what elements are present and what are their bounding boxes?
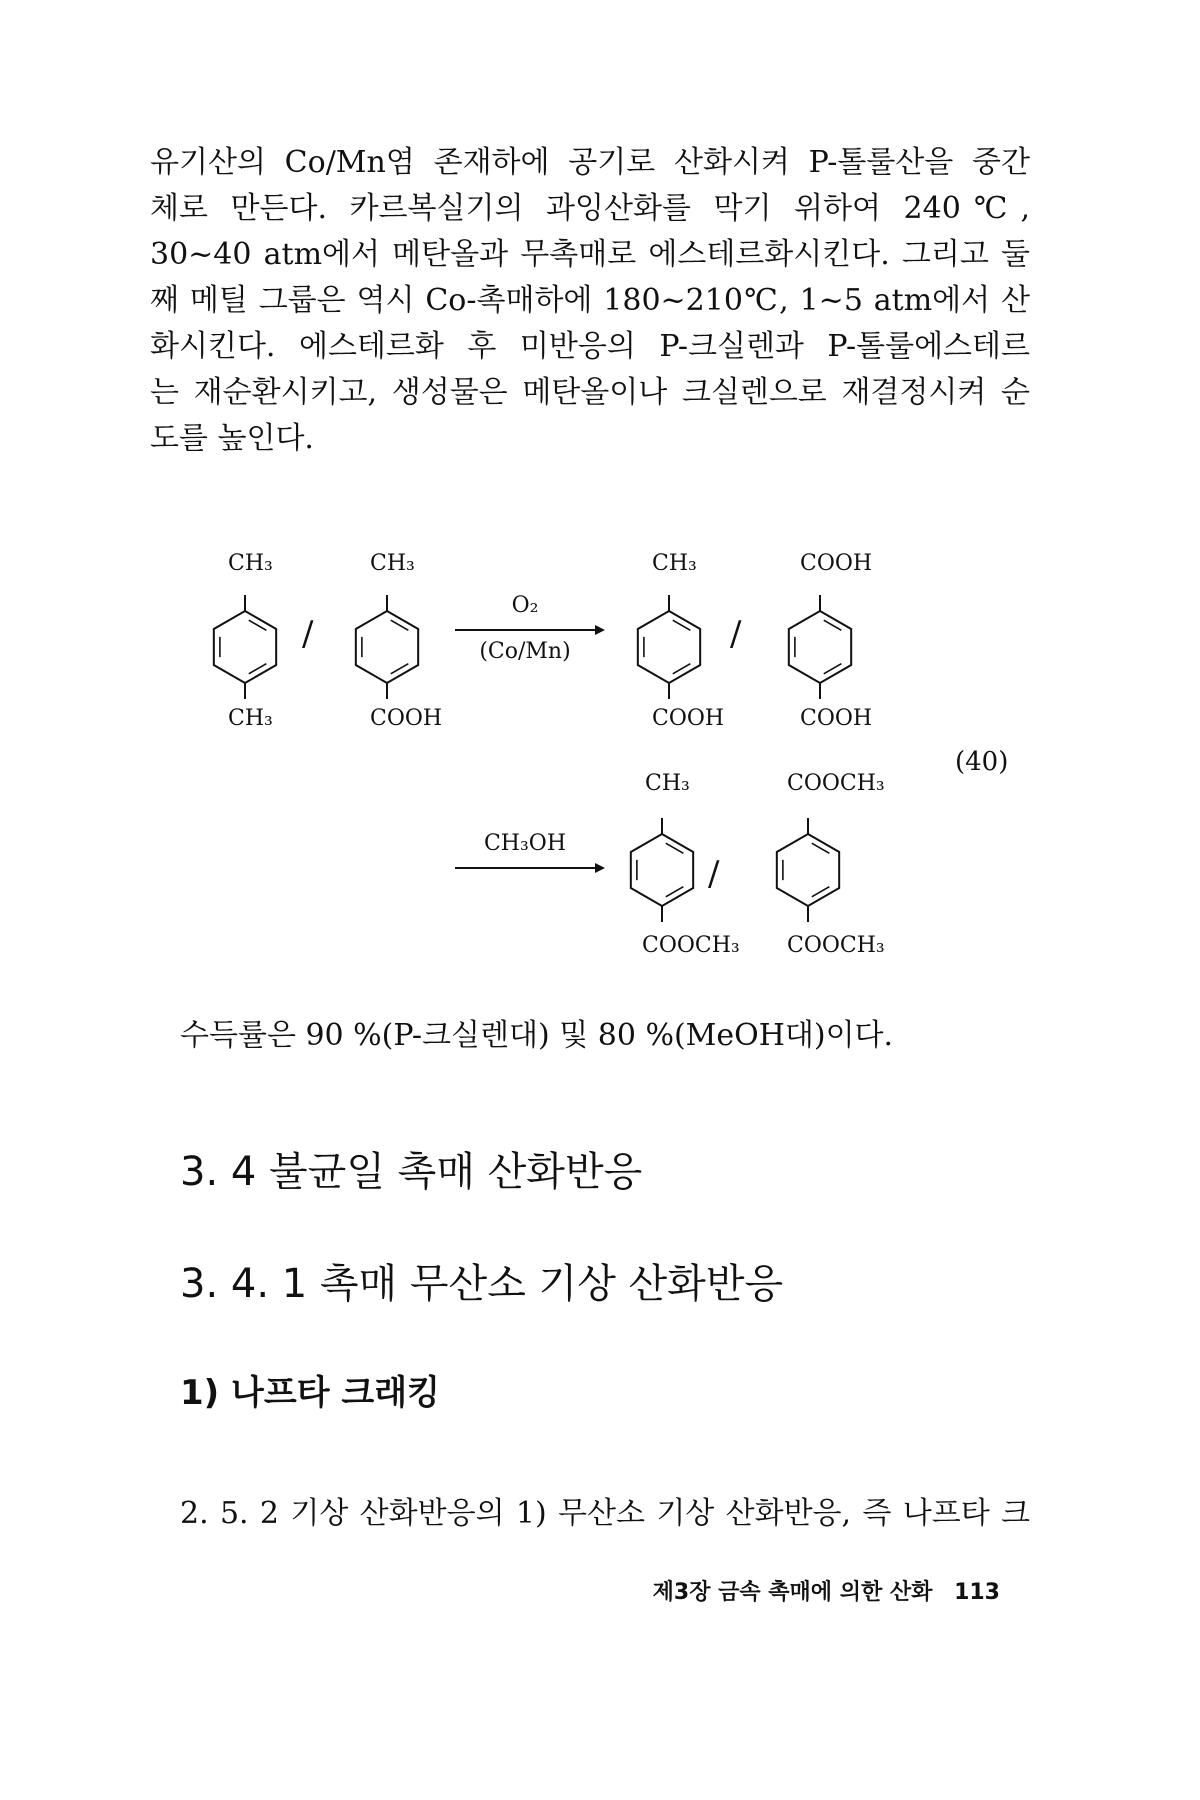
paragraph-line: 체로 만든다. 카르복실기의 과잉산화를 막기 위하여 240℃,	[150, 191, 1030, 226]
page-footer	[653, 1575, 1000, 1606]
yield-sentence: 수득률은 90 %(P-크실렌대) 및 80 %(MeOH대)이다.	[180, 1018, 894, 1053]
product-b-bottom: COOH	[800, 706, 873, 731]
ester-a-top: CH₃	[645, 771, 690, 796]
reactant-b-top: CH₃	[370, 551, 415, 576]
ring-product-b	[789, 611, 851, 683]
product-a-top: CH₃	[652, 551, 697, 576]
paragraph-line: 30~40 atm에서 메탄올과 무촉매로 에스테르화시킨다. 그리고 둘	[150, 237, 1030, 272]
paragraph-line: 화시킨다. 에스테르화 후 미반응의 P-크실렌과 P-톨룰에스테르	[150, 329, 1030, 364]
paragraph-line: 유기산의 Co/Mn염 존재하에 공기로 산화시켜 P-톨룰산을 중간	[150, 145, 1030, 180]
footer-chapter: 제3장 금속 촉매에 의한 산화	[652, 1580, 933, 1605]
step2-reagent-top: CH₃OH	[483, 831, 567, 856]
product-a-bottom: COOH	[652, 706, 725, 731]
ring-reactant-a	[214, 611, 276, 683]
paragraph-line: 도를 높인다.	[150, 421, 314, 456]
ring-ester-b	[777, 834, 839, 906]
separator-3: /	[708, 854, 720, 894]
paragraph-line: 째 메틸 그룹은 역시 Co-촉매하에 180~210℃, 1~5 atm에서 산	[150, 283, 1030, 318]
ester-b-top: COOCH₃	[787, 771, 885, 796]
reactant-a-bottom: CH₃	[228, 706, 273, 731]
separator-2: /	[730, 614, 742, 654]
item-heading: 1) 나프타 크래킹	[180, 1373, 440, 1413]
product-b-top: COOH	[800, 551, 873, 576]
step1-reagent-bottom: (Co/Mn)	[479, 639, 571, 664]
section-heading: 3. 4 불균일 촉매 산화반응	[180, 1149, 643, 1195]
reactant-a-top: CH₃	[228, 551, 273, 576]
ester-a-bottom: COOCH₃	[642, 933, 740, 958]
reaction-scheme	[0, 540, 1200, 970]
reactant-b-bottom: COOH	[370, 706, 443, 731]
paragraph-line: 는 재순환시키고, 생성물은 메탄올이나 크실렌으로 재결정시켜 순	[150, 375, 1030, 410]
body-text-line: 2. 5. 2 기상 산화반응의 1) 무산소 기상 산화반응, 즉 나프타 크	[180, 1496, 1030, 1531]
step1-reagent-top: O₂	[511, 593, 539, 618]
subsection-heading: 3. 4. 1 촉매 무산소 기상 산화반응	[180, 1261, 784, 1307]
equation-number: (40)	[955, 747, 1009, 777]
intro-paragraph	[150, 140, 1030, 462]
ring-ester-a	[631, 834, 693, 906]
step1-arrowhead	[595, 625, 605, 635]
step2-arrowhead	[595, 863, 605, 873]
page-number: 113	[954, 1580, 1000, 1605]
ring-reactant-b	[356, 611, 418, 683]
separator-1: /	[302, 614, 314, 654]
ester-b-bottom: COOCH₃	[787, 933, 885, 958]
ring-product-a	[638, 611, 700, 683]
